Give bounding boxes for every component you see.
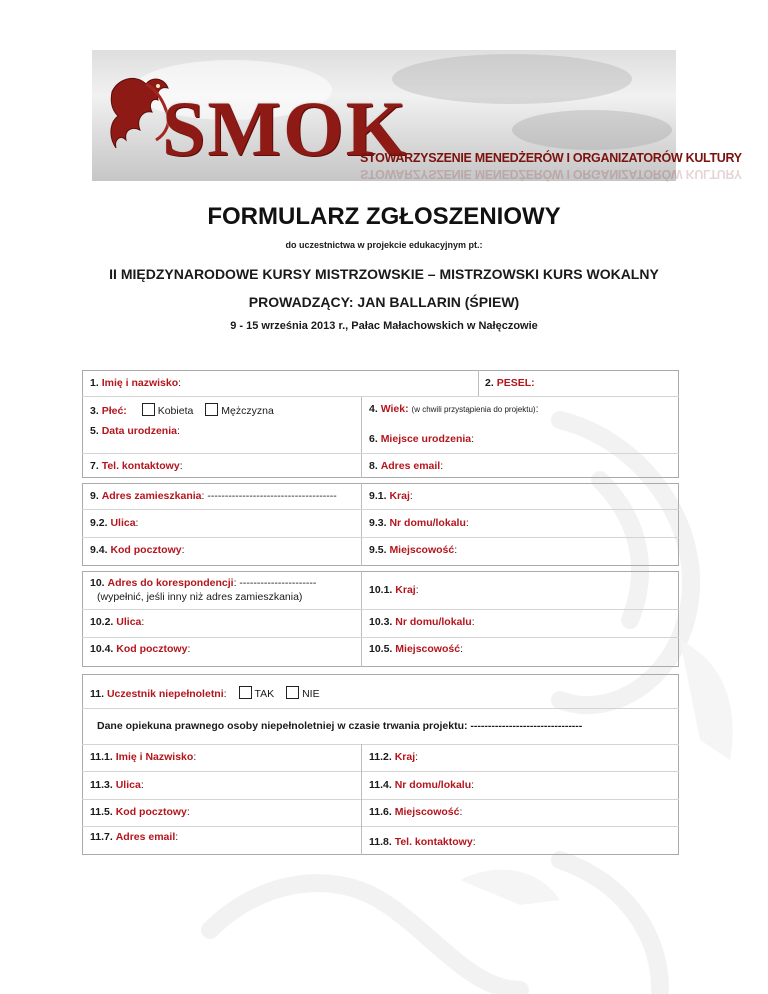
checkbox-yes[interactable] (239, 686, 252, 699)
header-banner (92, 50, 742, 181)
option-male: Mężczyzna (221, 405, 274, 417)
field-birth-date[interactable]: 5. Data urodzenia: (90, 425, 180, 437)
guardian-table (82, 674, 679, 855)
checkbox-no[interactable] (286, 686, 299, 699)
field-guardian-email[interactable]: 11.7. Adres email: (90, 831, 179, 843)
field-corr-country[interactable]: 10.1. Kraj: (369, 584, 419, 596)
field-minor: 11. Uczestnik niepełnoletni: TAK NIE (90, 688, 320, 700)
course-lead: PROWADZĄCY: JAN BALLARIN (ŚPIEW) (248, 294, 520, 310)
option-female: Kobieta (157, 405, 194, 417)
field-guardian-city[interactable]: 11.6. Miejscowość: (369, 806, 463, 818)
field-street[interactable]: 9.2. Ulica: (90, 517, 139, 529)
subtitle: do uczestnictwa w projekcie edukacyjnym pt.: (285, 240, 483, 250)
field-corr-city[interactable]: 10.5. Miejscowość: (369, 643, 463, 655)
option-yes: TAK (254, 688, 275, 700)
date-place: 9 - 15 września 2013 r., Pałac Małachowskich w Nałęczowie (230, 320, 538, 332)
field-correspondence-address: 10. Adres do korespondencji: ---------------------- (90, 577, 317, 589)
field-pesel[interactable]: 2. PESEL: (485, 377, 535, 389)
field-gender: 3. Płeć: Kobieta Mężczyzna (90, 405, 274, 417)
correspondence-note: (wypełnić, jeśli inny niż adres zamieszkania) (97, 591, 303, 603)
field-full-name[interactable]: 1. Imię i nazwisko: (90, 377, 182, 389)
field-birth-place[interactable]: 6. Miejsce urodzenia: (369, 433, 475, 445)
field-guardian-country[interactable]: 11.2. Kraj: (369, 751, 419, 763)
page-title: FORMULARZ ZGŁOSZENIOWY (207, 203, 561, 230)
field-corr-postal-code[interactable]: 10.4. Kod pocztowy: (90, 643, 191, 655)
field-phone[interactable]: 7. Tel. kontaktowy: (90, 460, 183, 472)
course-name: II MIĘDZYNARODOWE KURSY MISTRZOWSKIE – MISTRZOWSKI KURS WOKALNY (109, 266, 659, 282)
field-corr-house-number[interactable]: 10.3. Nr domu/lokalu: (369, 616, 475, 628)
checkbox-male[interactable] (205, 403, 218, 416)
field-guardian-postal-code[interactable]: 11.5. Kod pocztowy: (90, 806, 190, 818)
field-country[interactable]: 9.1. Kraj: (369, 490, 413, 502)
field-guardian-house-number[interactable]: 11.4. Nr domu/lokalu: (369, 779, 475, 791)
org-name: STOWARZYSZENIE MENEDŻERÓW I ORGANIZATORÓW KULTURY (360, 151, 742, 165)
field-corr-street[interactable]: 10.2. Ulica: (90, 616, 145, 628)
field-age[interactable]: 4. Wiek: (w chwili przystąpienia do projektu): (369, 403, 539, 415)
field-guardian-phone[interactable]: 11.8. Tel. kontaktowy: (369, 836, 476, 848)
logo-text: SMOK (162, 85, 409, 172)
field-postal-code[interactable]: 9.4. Kod pocztowy: (90, 544, 185, 556)
checkbox-female[interactable] (142, 403, 155, 416)
field-guardian-name[interactable]: 11.1. Imię i Nazwisko: (90, 751, 197, 763)
org-name-reflection: STOWARZYSZENIE MENEDŻERÓW I ORGANIZATORÓW KULTURY (360, 167, 742, 181)
field-guardian-street[interactable]: 11.3. Ulica: (90, 779, 144, 791)
field-email[interactable]: 8. Adres email: (369, 460, 444, 472)
field-city[interactable]: 9.5. Miejscowość: (369, 544, 458, 556)
field-house-number[interactable]: 9.3. Nr domu/lokalu: (369, 517, 469, 529)
guardian-info: Dane opiekuna prawnego osoby niepełnoletniej w czasie trwania projektu: -------------------------------- (97, 720, 583, 732)
option-no: NIE (302, 688, 320, 700)
field-home-address: 9. Adres zamieszkania: ------------------------------------- (90, 490, 337, 502)
